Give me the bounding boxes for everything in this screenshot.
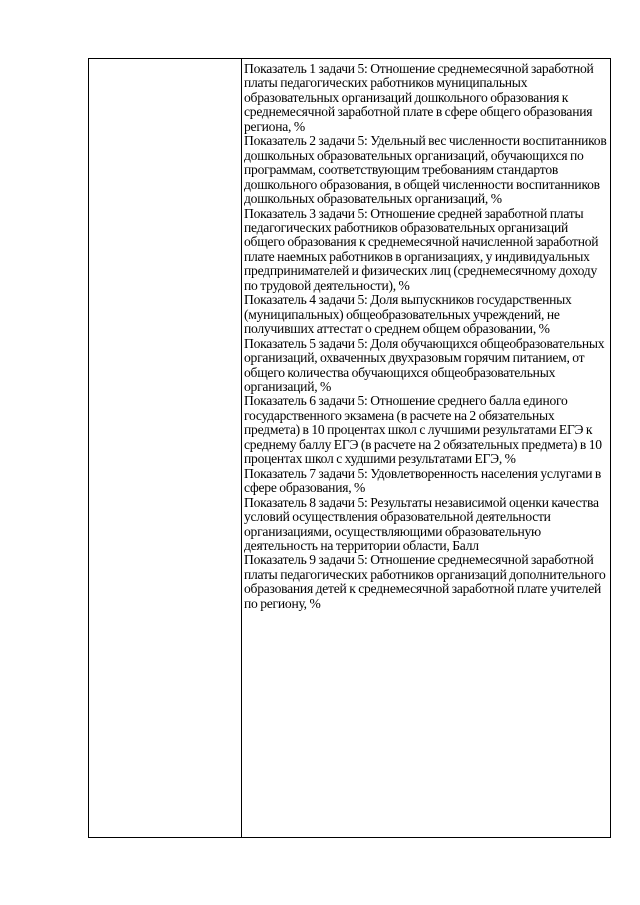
indicator-2: Показатель 2 задачи 5: Удельный вес численности воспитанников дошкольных образовательных организаций, обучающихся по программам, соответствующим требованиям стандартов дошкольного образования, в общей численности воспитанников дошкольных образовательных организаций, % bbox=[244, 133, 607, 207]
empty-left-cell bbox=[89, 59, 242, 838]
indicator-8: Показатель 8 задачи 5: Результаты независимой оценки качества условий осуществления образовательной деятельности организациями, осуществляющими образовательную деятельность на территории области, Балл bbox=[244, 494, 599, 553]
indicator-7: Показатель 7 задачи 5: Удовлетворенность населения услугами в сфере образования, % bbox=[244, 465, 602, 496]
indicators-cell bbox=[242, 59, 611, 838]
table-row bbox=[89, 59, 611, 838]
indicator-1: Показатель 1 задачи 5: Отношение среднемесячной заработной платы педагогических работников муниципальных образовательных организаций дошкольного образования к среднемесячной заработной плате в сфере общего образования региона, % bbox=[244, 61, 594, 134]
indicator-5: Показатель 5 задачи 5: Доля обучающихся общеобразовательных организаций, охваченных двухразовым горячим питанием, от общего количества обучающихся общеобразовательных организаций, % bbox=[244, 335, 605, 394]
indicators-table bbox=[88, 58, 611, 838]
indicator-9: Показатель 9 задачи 5: Отношение среднемесячной заработной платы педагогических работников организаций дополнительного образования детей к среднемесячной заработной плате учителей по региону, % bbox=[244, 552, 606, 611]
indicator-6: Показатель 6 задачи 5: Отношение среднего балла единого государственного экзамена (в расчете на 2 обязательных предмета) в 10 процентах школ с лучшими результатами ЕГЭ к среднему баллу ЕГЭ (в расчете на 2 обязательных предмета) в 10 процентах школ с худшими результатами ЕГЭ, % bbox=[244, 393, 602, 467]
indicator-4: Показатель 4 задачи 5: Доля выпускников государственных (муниципальных) общеобразовательных учреждений, не получивших аттестат о среднем общем образовании, % bbox=[244, 292, 572, 337]
indicator-3: Показатель 3 задачи 5: Отношение средней заработной платы педагогических работников образовательных организаций общего образования к среднемесячной начисленной заработной плате наемных работников в организациях, у индивидуальных предпринимателей и физических лиц (среднемесячному доходу по трудовой деятельности), % bbox=[244, 205, 599, 293]
